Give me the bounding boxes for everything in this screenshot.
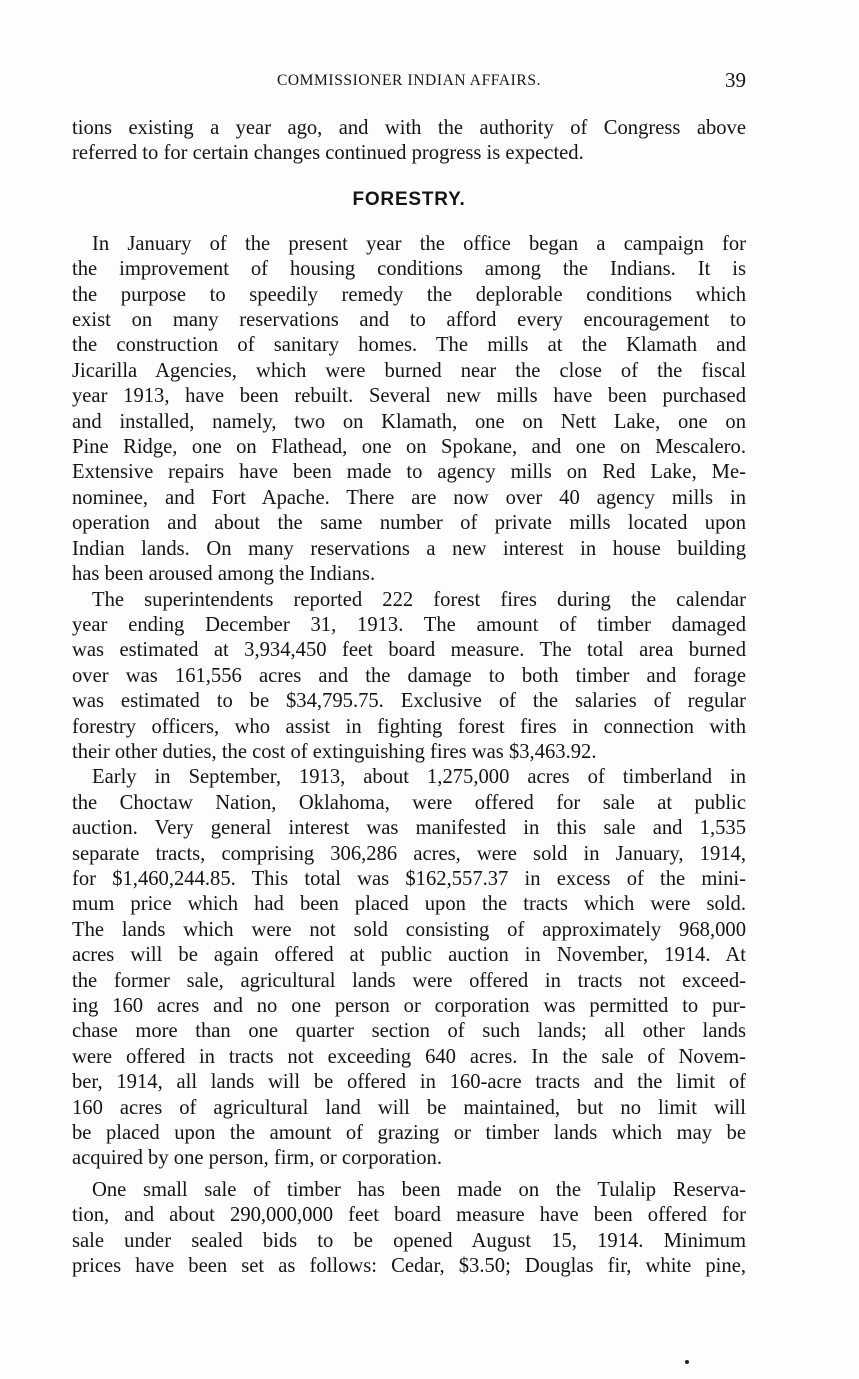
text-line: 160 acres of agricultural land will be maintained, but no limit will — [72, 1096, 746, 1119]
text-line: referred to for certain changes continued progress is expected. — [72, 142, 584, 165]
text-line: the former sale, agricultural lands were offered in tracts not exceed- — [72, 969, 746, 992]
text-line: operation and about the same number of private mills located upon — [72, 512, 746, 535]
text-line: was estimated at 3,934,450 feet board measure. The total area burned — [72, 639, 746, 662]
body-text — [72, 116, 746, 1279]
paragraph-housing — [72, 232, 746, 588]
text-line: the purpose to speedily remedy the deplorable conditions which — [72, 283, 746, 306]
text-line: Pine Ridge, one on Flathead, one on Spokane, and one on Mescalero. — [72, 436, 746, 459]
text-line: Early in September, 1913, about 1,275,000 acres of timberland in — [92, 766, 746, 789]
text-line: for $1,460,244.85. This total was $162,557.37 in excess of the mini- — [72, 867, 746, 890]
text-line: over was 161,556 acres and the damage to both timber and forage — [72, 664, 746, 687]
text-line: the Choctaw Nation, Oklahoma, were offered for sale at public — [72, 791, 746, 814]
section-heading: FORESTRY. — [352, 188, 466, 210]
running-header — [72, 70, 746, 96]
text-line: sale under sealed bids to be opened August 15, 1914. Minimum — [72, 1229, 746, 1252]
text-line: and installed, namely, two on Klamath, one on Nett Lake, one on — [72, 410, 746, 433]
text-line: year 1913, have been rebuilt. Several new mills have been purchased — [72, 385, 746, 408]
text-line: ing 160 acres and no one person or corporation was permitted to pur- — [72, 995, 746, 1017]
text-line: ber, 1914, all lands will be offered in 160-acre tracts and the limit of — [72, 1071, 746, 1094]
text-line: acres will be again offered at public auction in November, 1914. At — [72, 944, 746, 967]
text-line: In January of the present year the office began a campaign for — [92, 232, 746, 255]
text-line: mum price which had been placed upon the tracts which were sold. — [72, 893, 746, 916]
paragraph-choctaw-sale — [72, 765, 746, 1172]
text-line: the construction of sanitary homes. The mills at the Klamath and — [72, 334, 746, 357]
text-line: tion, and about 290,000,000 feet board measure have been offered for — [72, 1204, 746, 1227]
text-line: forestry officers, who assist in fighting forest fires in connection with — [72, 715, 746, 738]
text-line: The lands which were not sold consisting of approximately 968,000 — [72, 918, 746, 941]
text-line: has been aroused among the Indians. — [72, 563, 376, 586]
text-line: exist on many reservations and to afford every encouragement to — [72, 309, 746, 332]
paragraph-tulalip-sale — [72, 1178, 746, 1280]
text-line: Extensive repairs have been made to agency mills on Red Lake, Me- — [72, 461, 746, 484]
text-line: year ending December 31, 1913. The amount of timber damaged — [72, 613, 746, 636]
text-line: separate tracts, comprising 306,286 acres, were sold in January, 1914, — [72, 842, 746, 865]
text-line: auction. Very general interest was manifested in this sale and 1,535 — [72, 817, 746, 840]
text-line: tions existing a year ago, and with the authority of Congress above — [72, 117, 746, 139]
text-line: acquired by one person, firm, or corporation. — [72, 1147, 442, 1170]
text-line: chase more than one quarter section of such lands; all other lands — [72, 1020, 746, 1043]
running-title: COMMISSIONER INDIAN AFFAIRS. — [276, 72, 542, 89]
page-number: 39 — [725, 68, 746, 92]
text-line: Indian lands. On many reservations a new interest in house building — [72, 537, 746, 560]
text-line: the improvement of housing conditions among the Indians. It is — [72, 258, 746, 281]
print-speck — [685, 1360, 689, 1364]
text-line: nominee, and Fort Apache. There are now over 40 agency mills in — [72, 486, 746, 509]
paragraph-forest-fires — [72, 588, 746, 766]
text-line: The superintendents reported 222 forest fires during the calendar — [92, 588, 746, 611]
text-line: their other duties, the cost of extinguishing fires was $3,463.92. — [72, 740, 597, 763]
text-line: be placed upon the amount of grazing or timber lands which may be — [72, 1122, 746, 1145]
text-line: was estimated to be $34,795.75. Exclusive of the salaries of regular — [72, 690, 746, 713]
text-line: Jicarilla Agencies, which were burned near the close of the fiscal — [72, 359, 746, 382]
text-line: prices have been set as follows: Cedar, $3.50; Douglas fir, white pine, — [72, 1255, 746, 1278]
text-line: One small sale of timber has been made on the Tulalip Reserva- — [92, 1178, 746, 1201]
text-line: were offered in tracts not exceeding 640 acres. In the sale of Novem- — [72, 1045, 746, 1068]
continuation-paragraph — [72, 116, 746, 167]
